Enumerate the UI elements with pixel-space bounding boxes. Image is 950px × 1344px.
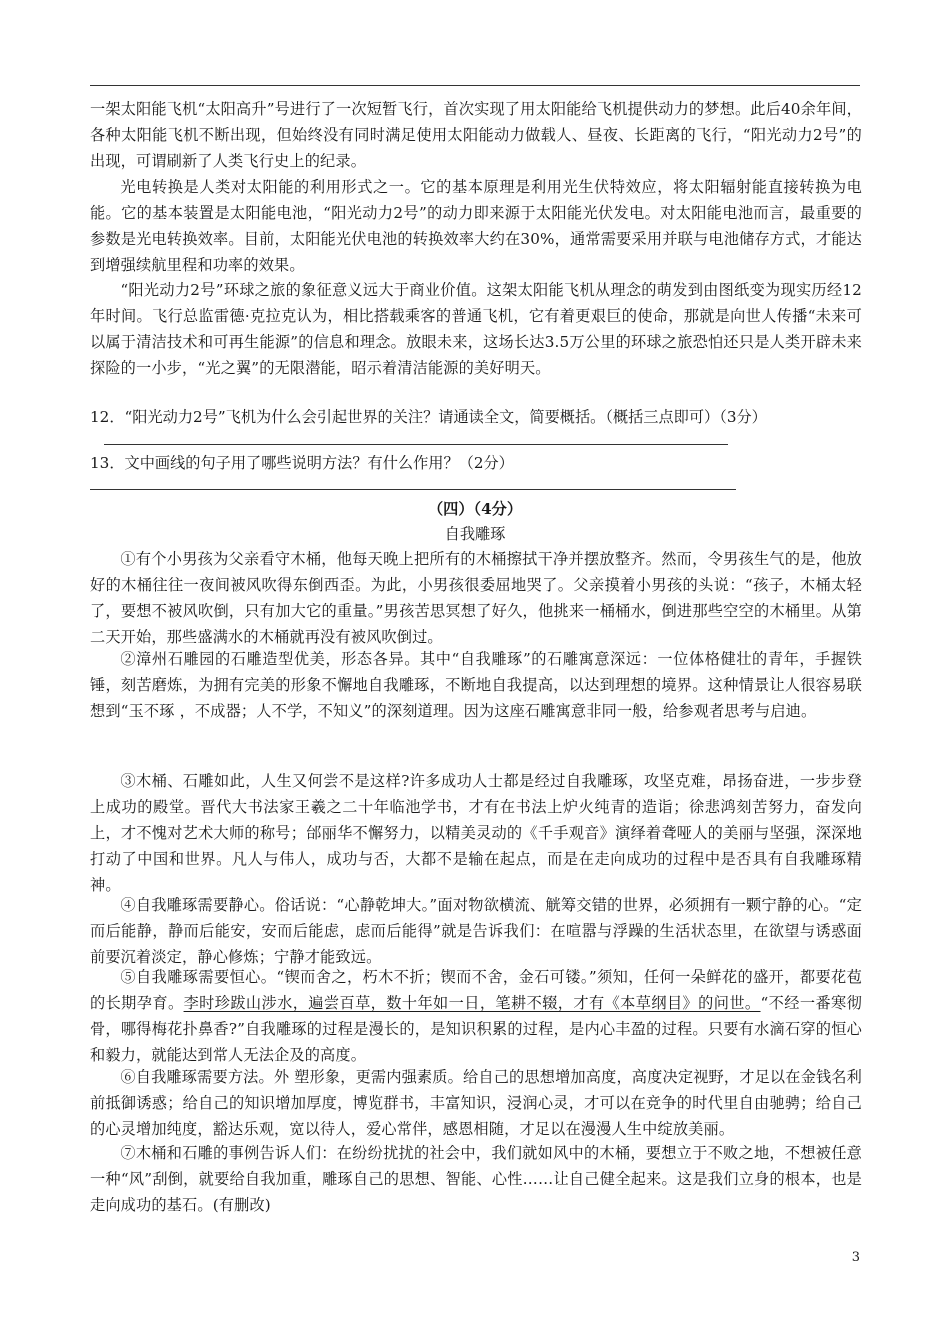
question-12: 12．“阳光动力2号”飞机为什么会引起世界的关注？请通读全文，简要概括。（概括三点即可）（3分） — [90, 408, 767, 426]
essay-paragraph-7: ⑦木桶和石雕的事例告诉人们：在纷纷扰扰的社会中，我们就如风中的木桶，要想立于不败之地，不想被任意一种“风”刮倒，就要给自我加重，雕琢自己的思想、智能、心性……让自己健全起来。这是我们立身的根本，也是走向成功的基石。(有删改) — [90, 1144, 862, 1214]
answer-line-12[interactable] — [104, 444, 728, 445]
essay-paragraph-5-text-b: “不经一番寒彻骨，哪得梅花扑鼻香?”自我雕琢的过程是漫长的，是知识积累的过程，是内心丰盈的过程。只要有水滴石穿的恒心和毅力，就能达到常人无法企及的高度。 — [90, 994, 862, 1064]
top-divider-line — [90, 85, 860, 86]
page-number: 3 — [851, 1250, 860, 1265]
essay-paragraph-4: ④自我雕琢需要静心。俗话说：“心静乾坤大。”面对物欲横流、觥筹交错的世界，必须拥有一颗宁静的心。“定而后能静，静而后能安，安而后能虑，虑而后能得”就是告诉我们：在喧嚣与浮躁的生活状态里，在欲望与诱惑面前要沉着淡定，静心修炼；宁静才能致远。 — [90, 896, 862, 966]
passage-paragraph-2: 光电转换是人类对太阳能的利用形式之一。它的基本原理是利用光生伏特效应，将太阳辐射能直接转换为电能。它的基本装置是太阳能电池，“阳光动力2号”的动力即来源于太阳能光伏发电。对太阳能电池而言，最重要的参数是光电转换效率。目前，太阳能光伏电池的转换效率大约在30%，通常需要采用并联与电池储存方式，才能达到增强续航里程和功率的效果。 — [90, 178, 862, 274]
essay-paragraph-3: ③木桶、石雕如此，人生又何尝不是这样?许多成功人士都是经过自我雕琢，攻坚克难，昂扬奋进，一步步登上成功的殿堂。晋代大书法家王羲之二十年临池学书，才有在书法上炉火纯青的造诣；徐悲鸿刻苦努力，奋发向上，才不愧对艺术大师的称号；邰丽华不懈努力，以精美灵动的《千手观音》演绎着聋哑人的美丽与坚强，深深地打动了中国和世界。凡人与伟人，成功与否，大都不是输在起点，而是在走向成功的过程中是否具有自我雕琢精神。 — [90, 772, 862, 894]
essay-paragraph-6: ⑥自我雕琢需要方法。外 塑形象，更需内强素质。给自己的思想增加高度，高度决定视野，才足以在金钱名利前抵御诱惑；给自己的知识增加厚度，博览群书，丰富知识，浸润心灵，才可以在竞争的时代里自由驰骋；给自己的心灵增加纯度，豁达乐观，宽以待人，爱心常伴，感恩相随，才足以在漫漫人生中绽放美丽。 — [90, 1068, 862, 1138]
essay-paragraph-5 — [90, 964, 862, 1068]
essay-paragraph-2: ②漳州石雕园的石雕造型优美，形态各异。其中“自我雕琢”的石雕寓意深远：一位体格健壮的青年，手握铁锤，刻苦磨炼，为拥有完美的形象不懈地自我雕琢，不断地自我提高，以达到理想的境界。这种情景让人很容易联想到“玉不琢 ，不成器；人不学，不知义”的深刻道理。因为这座石雕寓意非同一般，给参观者思考与启迪。 — [90, 650, 862, 720]
answer-line-13[interactable] — [90, 489, 736, 490]
underlined-sentence: 李时珍跋山涉水，遍尝百草，数十年如一日，笔耕不辍，才有《本草纲目》的问世。 — [183, 994, 761, 1012]
passage-paragraph-1: 一架太阳能飞机“太阳高升”号进行了一次短暂飞行，首次实现了用太阳能给飞机提供动力的梦想。此后40余年间，各种太阳能飞机不断出现，但始终没有同时满足使用太阳能动力做载人、昼夜、长距离的飞行，“阳光动力2号”的出现，可谓刷新了人类飞行史上的纪录。 — [90, 100, 862, 170]
question-13: 13．文中画线的句子用了哪些说明方法？有什么作用？（2分） — [90, 454, 514, 472]
passage-paragraph-3: “阳光动力2号”环球之旅的象征意义远大于商业价值。这架太阳能飞机从理念的萌发到由图纸变为现实历经12年时间。飞行总监雷德·克拉克认为，相比搭载乘客的普通飞机，它有着更艰巨的使命，那就是向世人传播“未来可以属于清洁技术和可再生能源”的信息和理念。放眼未来，这场长达3.5万公里的环球之旅恐怕还只是人类开辟未来探险的一小步，“光之翼”的无限潜能，昭示着清洁能源的美好明天。 — [90, 281, 862, 377]
section-heading: （四）（4分） — [427, 500, 523, 518]
essay-title: 自我雕琢 — [444, 525, 506, 543]
essay-paragraph-5-text-a: ⑤自我雕琢需要恒心。“锲而舍之，朽木不折；锲而不舍，金石可镂。”须知，任何一朵鲜花的盛开，都要花苞的长期孕育。 — [90, 968, 862, 1012]
essay-paragraph-1: ①有个小男孩为父亲看守木桶，他每天晚上把所有的木桶擦拭干净并摆放整齐。然而，令男孩生气的是，他放好的木桶往往一夜间被风吹得东倒西歪。为此，小男孩很委屈地哭了。父亲摸着小男孩的头说：“孩子，木桶太轻了，要想不被风吹倒，只有加大它的重量。”男孩苦思冥想了好久，他挑来一桶桶水，倒进那些空空的木桶里。从第二天开始，那些盛满水的木桶就再没有被风吹倒过。 — [90, 550, 862, 646]
